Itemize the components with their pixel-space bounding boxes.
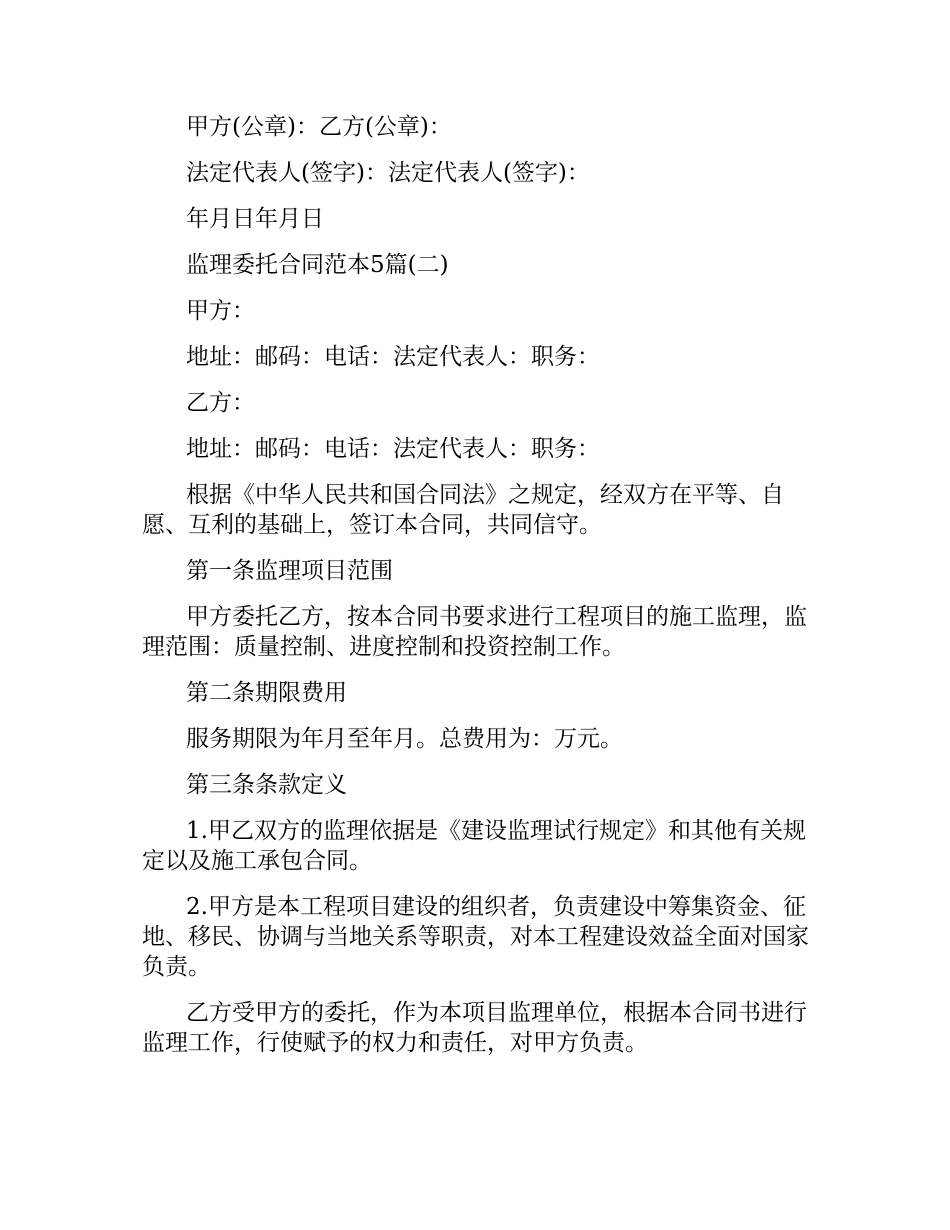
party-b-details: 地址：邮码：电话：法定代表人：职务： <box>186 436 600 462</box>
article-3-clause-2: 2.甲方是本工程项目建设的组织者，负责建设中筹集资金、征地、移民、协调与当地关系等职责，对本工程建设效益全面对国家负责。 <box>142 894 809 980</box>
party-a-details: 地址：邮码：电话：法定代表人：职务： <box>186 344 600 370</box>
article-3-party-b-paragraph: 乙方受甲方的委托，作为本项目监理单位，根据本合同书进行监理工作，行使赋予的权力和责任，对甲方负责。 <box>142 1000 807 1056</box>
signature-representative-line: 法定代表人(签字)：法定代表人(签字)： <box>186 160 590 186</box>
article-1-body: 甲方委托乙方，按本合同书要求进行工程项目的施工监理，监理范围：质量控制、进度控制和投资控制工作。 <box>142 604 807 660</box>
party-b-label: 乙方： <box>186 390 255 416</box>
contract-title: 监理委托合同范本5篇(二) <box>186 252 449 278</box>
signature-date-line: 年月日年月日 <box>186 206 324 232</box>
party-a-label: 甲方： <box>186 298 255 324</box>
article-1-heading: 第一条监理项目范围 <box>186 558 393 584</box>
article-2-body: 服务期限为年月至年月。总费用为：万元。 <box>186 726 623 752</box>
signature-seal-line: 甲方(公章)：乙方(公章)： <box>186 114 452 140</box>
preamble-paragraph: 根据《中华人民共和国合同法》之规定，经双方在平等、自愿、互利的基础上，签订本合同，共同信守。 <box>142 482 784 538</box>
article-3-clause-1: 1.甲乙双方的监理依据是《建设监理试行规定》和其他有关规定以及施工承包合同。 <box>142 818 806 874</box>
document-body <box>142 112 822 1058</box>
article-2-heading: 第二条期限费用 <box>186 680 347 706</box>
article-3-heading: 第三条条款定义 <box>186 772 347 798</box>
